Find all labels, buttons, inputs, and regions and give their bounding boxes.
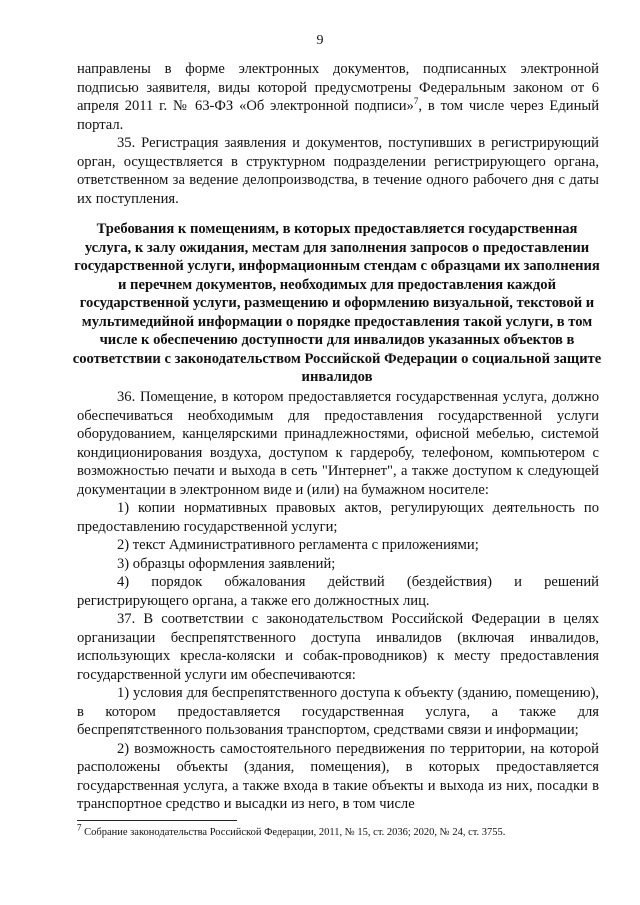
paragraph-36-item-2: 2) текст Административного регламента с приложениями; [117, 537, 479, 553]
footnote-ref: 7 [413, 96, 419, 107]
paragraph-37-item-1: 1) условия для беспрепятственного доступа к объекту (зданию, помещению), в котором предоставляется государственная услуга, а также для беспрепятственного пользования транспортом, средствами связи и информации; [77, 685, 599, 738]
paragraph-36: 36. Помещение, в котором предоставляется государственная услуга, должно обеспечиваться необходимым для предоставления государственной услуги оборудованием, канцелярскими принадлежностями, офисной мебелью, системой кондиционирования воздуха, доступом к гардеробу, телефоном, компьютером с возможностью печати и выхода в сеть "Интернет", а также доступом к следующей документации в электронном виде и (или) на бумажном носителе: [77, 389, 599, 498]
paragraph-37-item-2: 2) возможность самостоятельного передвижения по территории, на которой расположены объекты (здания, помещения), в которых предоставляется государственная услуга, а также входа в такие объекты и выхода из них, посадки в транспортное средство и высадки из него, в том числе [77, 740, 599, 812]
paragraph-35: 35. Регистрация заявления и документов, поступивших в регистрирующий орган, осуществляется в структурном подразделении регистрирующего органа, ответственном за ведение делопроизводства, в течение одного рабочего дня с даты их поступления. [77, 135, 599, 207]
paragraph-36-item-3: 3) образцы оформления заявлений; [117, 555, 336, 572]
main-block [77, 388, 599, 814]
paragraph-intro-text-1: направлены в форме электронных документов, подписанных электронной подписью заявителя, виды которой предусмотрены Федеральным законом от 6 апреля 2011 г. № 63-ФЗ «Об электронной подписи» [77, 61, 599, 114]
footnote [77, 822, 599, 839]
footnote-mark: 7 [77, 822, 82, 833]
paragraph-36-item-4: 4) порядок обжалования действий (бездействия) и решений регистрирующего органа, а также его должностных лиц. [77, 574, 599, 609]
paragraph-intro [77, 60, 599, 134]
footnote-separator [77, 820, 237, 821]
intro-block [77, 60, 599, 208]
paragraph-36-item-1: 1) копии нормативных правовых актов, регулирующих деятельность по предоставлению государственной услуги; [77, 500, 599, 535]
paragraph-37: 37. В соответствии с законодательством Российской Федерации в целях организации беспрепятственного доступа инвалидов (включая инвалидов, использующих кресла-коляски и собак-проводников) к месту предоставления государственной услуги им обеспечиваются: [77, 611, 599, 683]
paragraph-intro-text-2: , в том числе через Единый портал. [77, 98, 600, 133]
section-heading: Требования к помещениям, в которых предоставляется государственная услуга, к залу ожидания, местам для заполнения запросов о предоставлении государственной услуги, информационным стендам с образцами их заполнения и перечнем документов, необходимых для предоставления каждой государственной услуги, размещению и оформлению визуальной, текстовой и мультимедийной информации о порядке предоставления такой услуги, в том числе к обеспечению доступности для инвалидов указанных объектов в соответствии с законодательством Российской Федерации о социальной защите инвалидов [72, 221, 602, 385]
footnote-text: Собрание законодательства Российской Федерации, 2011, № 15, ст. 2036; 2020, № 24, ст. 3755. [81, 827, 506, 838]
page-number: 9 [316, 33, 324, 48]
